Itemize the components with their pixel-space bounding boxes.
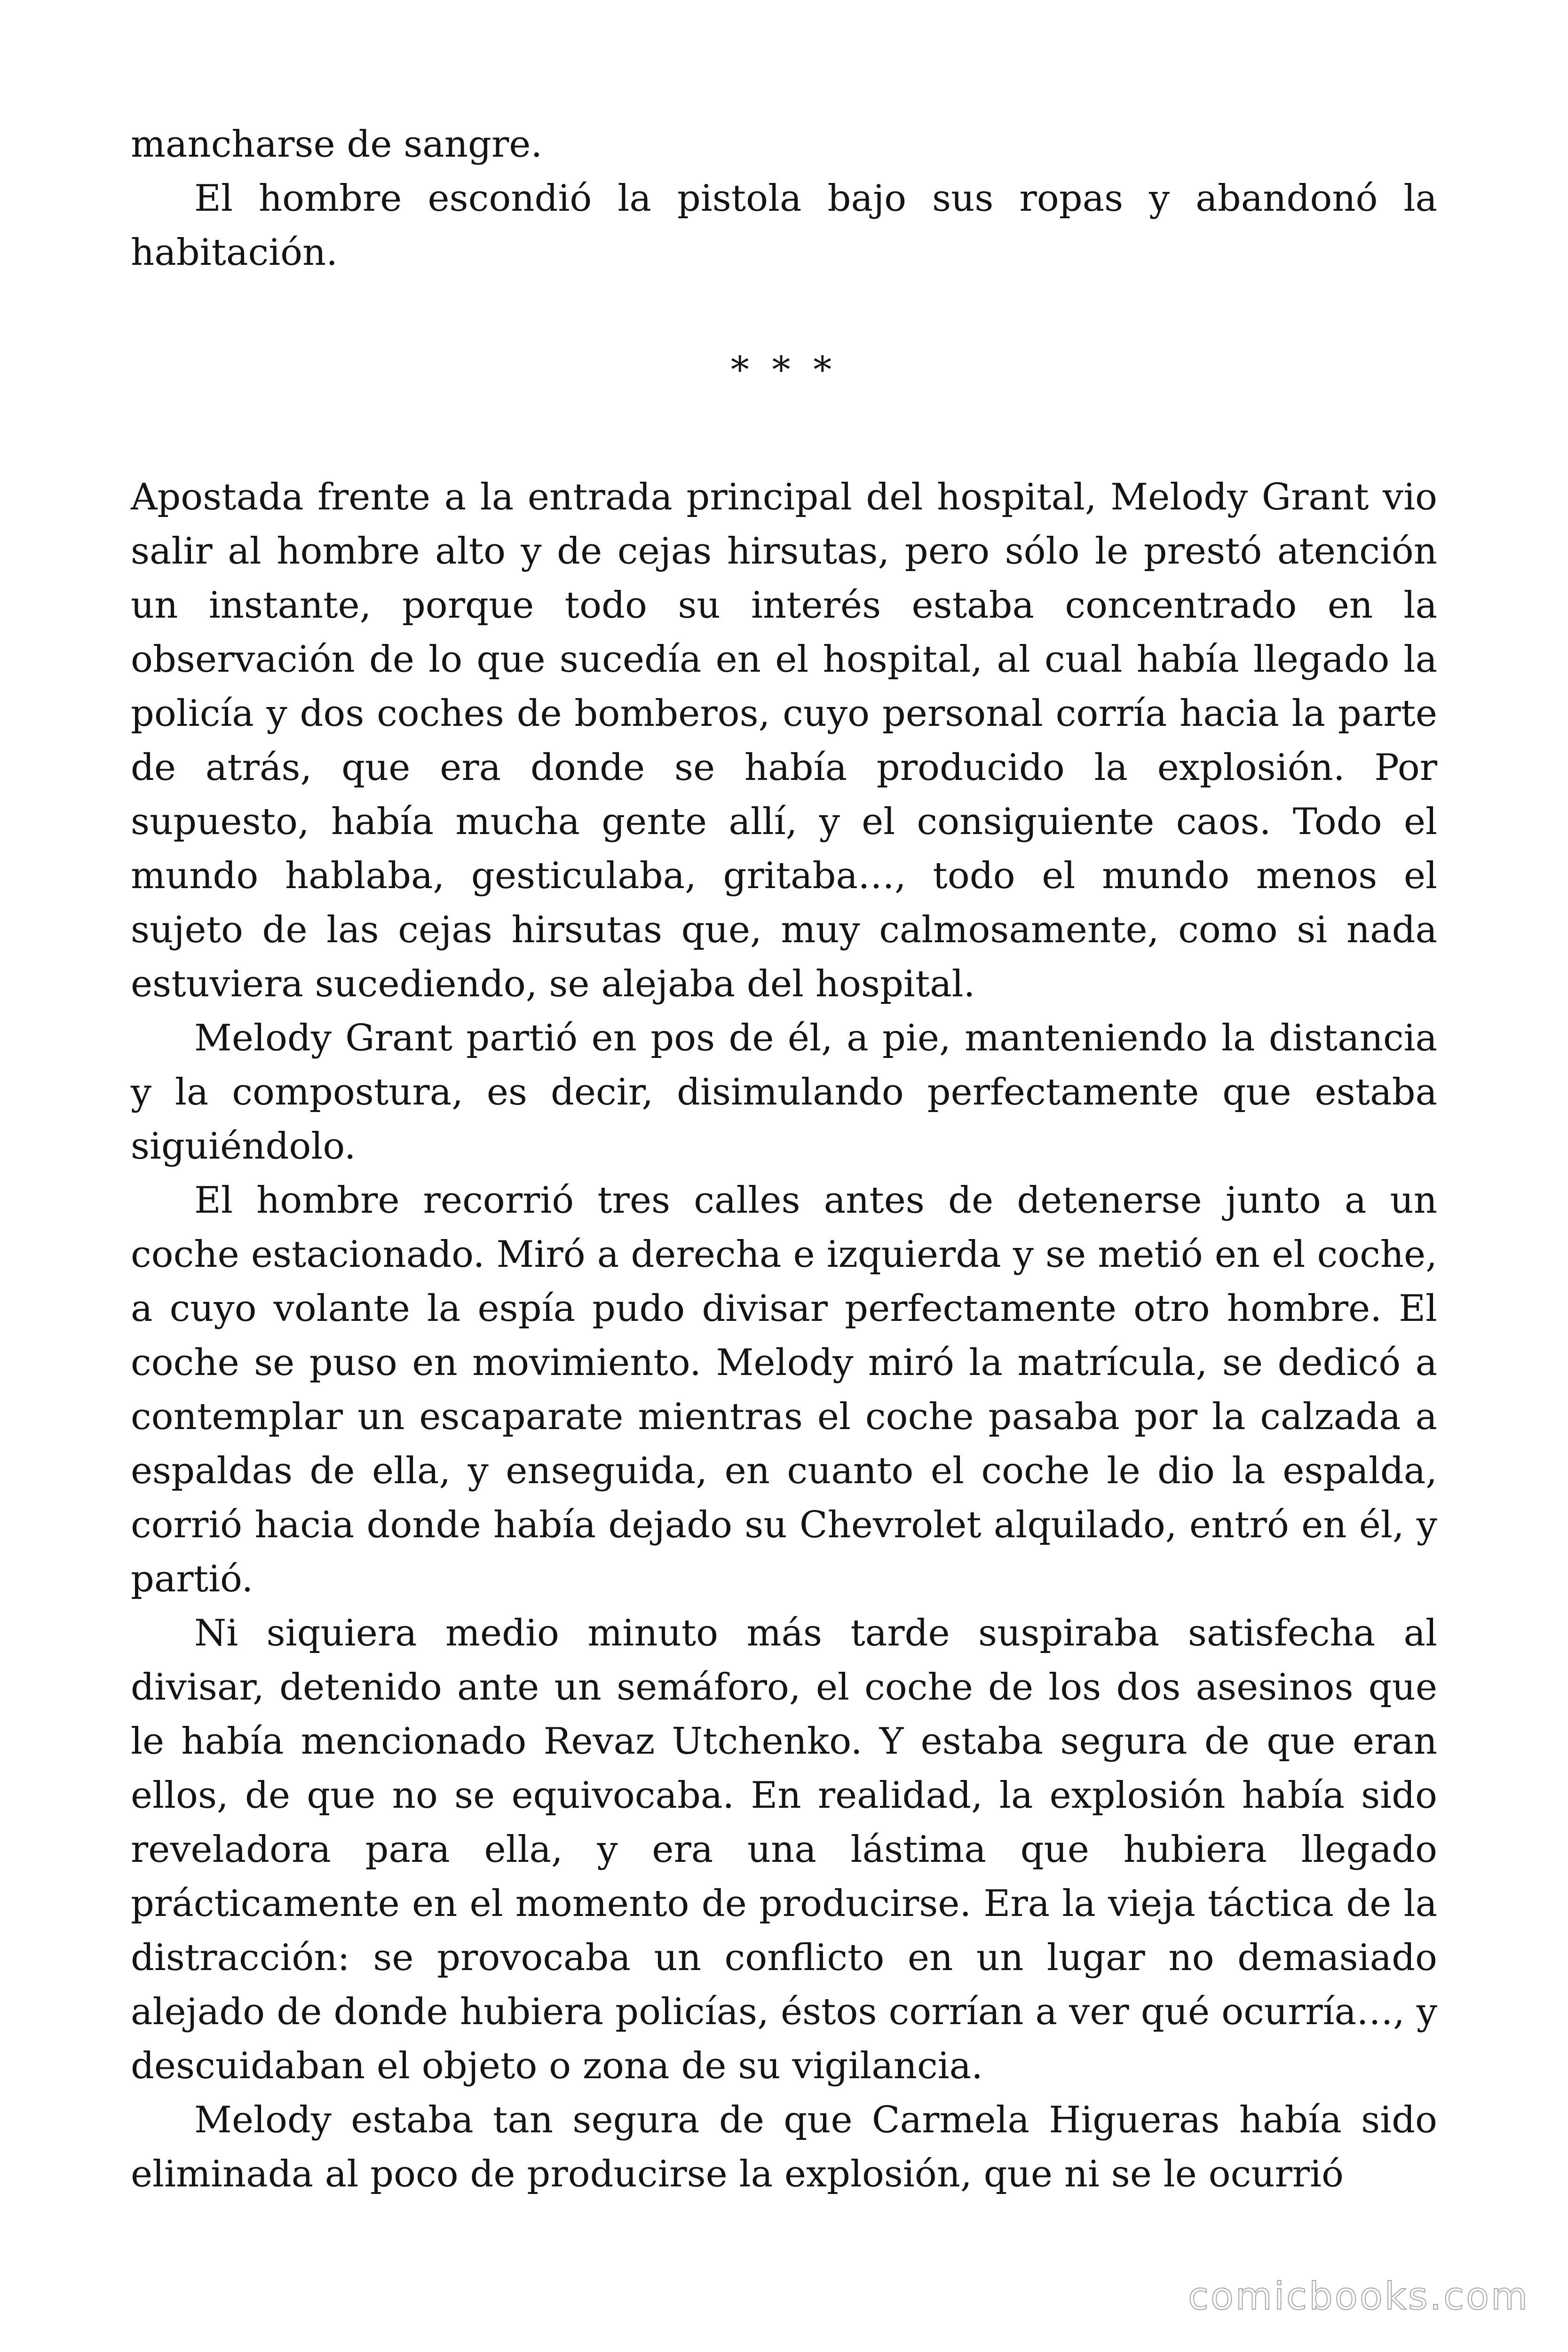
paragraph: Apostada frente a la entrada principal del hospital, Melody Grant vio salir al hombre alto y de cejas hirsutas, pero sólo le prestó atención un instante, porque todo su interés estaba concentrado en la observación de lo que sucedía en el hospital, al cual había llegado la policía y dos coches de bomberos, cuyo personal corría hacia la parte de atrás, que era donde se había producido la explosión. Por supuesto, había mucha gente allí, y el consiguiente caos. Todo el mundo hablaba, gesticulaba, gritaba…, todo el mundo menos el sujeto de las cejas hirsutas que, muy calmosamente, como si nada estuviera sucediendo, se alejaba del hospital. (131, 476, 1437, 1005)
paragraph: mancharse de sangre. (131, 123, 543, 166)
paragraph: El hombre recorrió tres calles antes de detenerse junto a un coche estacionado. Miró a derecha e izquierda y se metió en el coche, a cuyo volante la espía pudo divisar perfectamente otro hombre. El coche se puso en movimiento. Melody miró la matrícula, se dedicó a contemplar un escaparate mientras el coche pasaba por la calzada a espaldas de ella, y enseguida, en cuanto el coche le dio la espalda, corrió hacia donde había dejado su Chevrolet alquilado, entró en él, y partió. (131, 1179, 1437, 1600)
paragraph: El hombre escondió la pistola bajo sus ropas y abandonó la habitación. (131, 177, 1437, 274)
body-text (131, 118, 1437, 2201)
paragraph: Melody Grant partió en pos de él, a pie, manteniendo la distancia y la compostura, es decir, disimulando perfectamente que estaba siguiéndolo. (131, 1017, 1437, 1168)
watermark: comicbooks.com (1188, 2274, 1529, 2318)
section-break: * * * (730, 349, 838, 391)
paragraph: Melody estaba tan segura de que Carmela Higueras había sido eliminada al poco de producirse la explosión, que ni se le ocurrió (131, 2099, 1437, 2195)
paragraph: Ni siquiera medio minuto más tarde suspiraba satisfecha al divisar, detenido ante un semáforo, el coche de los dos asesinos que le había mencionado Revaz Utchenko. Y estaba segura de que eran ellos, de que no se equivocaba. En realidad, la explosión había sido reveladora para ella, y era una lástima que hubiera llegado prácticamente en el momento de producirse. Era la vieja táctica de la distracción: se provocaba un conflicto en un lugar no demasiado alejado de donde hubiera policías, éstos corrían a ver qué ocurría…, y descuidaban el objeto o zona de su vigilancia. (131, 1612, 1437, 2087)
